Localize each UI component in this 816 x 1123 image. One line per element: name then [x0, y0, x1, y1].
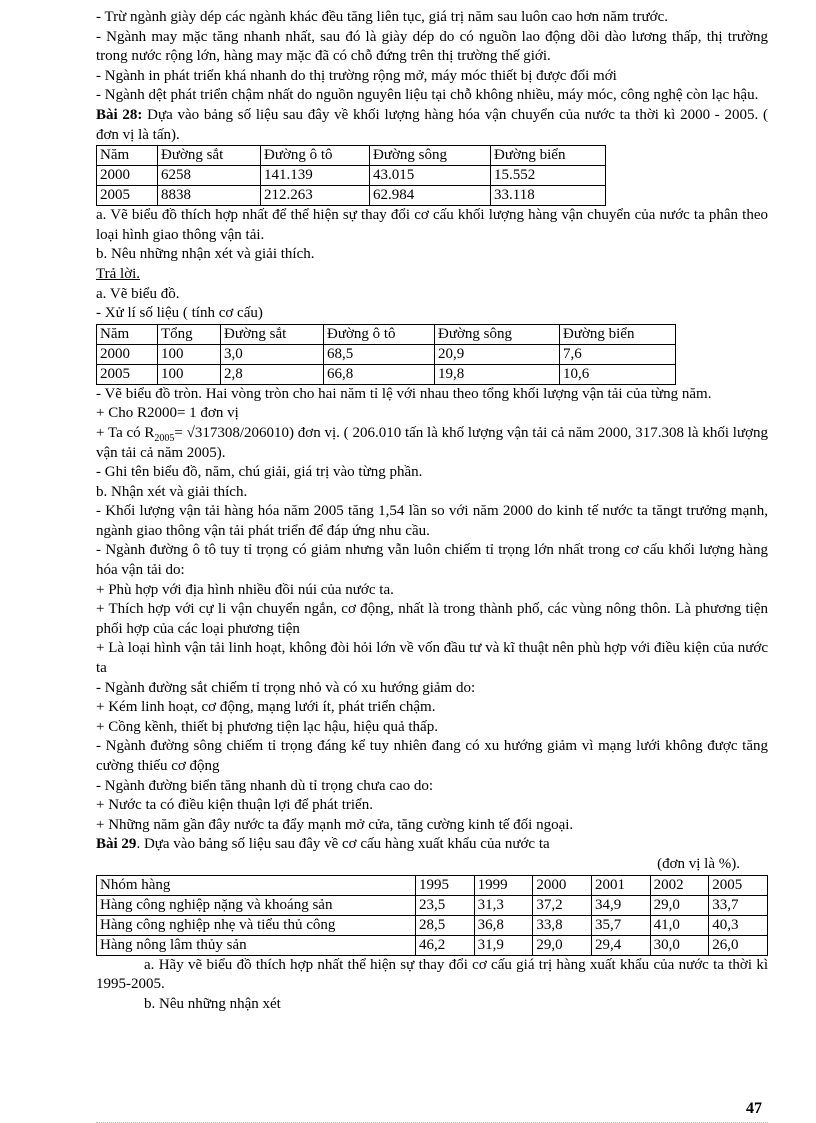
table-header-cell: Nhóm hàng: [97, 875, 416, 895]
table-cell: 2005: [97, 364, 158, 384]
table-cell: 2,8: [221, 364, 324, 384]
table-cell: 2000: [97, 344, 158, 364]
table-row: [97, 895, 768, 915]
table-cell: 7,6: [560, 344, 676, 364]
table-header-cell: 2001: [591, 875, 650, 895]
radius-prefix: + Ta có R: [96, 424, 155, 441]
paragraph: - Trừ ngành giày dép các ngành khác đều tăng liên tục, giá trị năm sau luôn cao hơn năm trước.: [96, 9, 668, 25]
table-cell: 10,6: [560, 364, 676, 384]
freight-volume-table: [96, 145, 606, 206]
table-row: [97, 935, 768, 955]
answer-line: + Nước ta có điều kiện thuận lợi để phát triển.: [96, 797, 373, 814]
table-cell: 31,9: [474, 935, 533, 955]
exercise-29-task-b: b. Nêu những nhận xét: [144, 995, 281, 1012]
table-row: [97, 186, 606, 206]
table-cell: 37,2: [533, 895, 592, 915]
table-header-cell: Năm: [97, 146, 158, 166]
table-cell: 46,2: [416, 935, 475, 955]
answer-line: - Ngành đường sông chiếm tỉ trọng đáng kể tuy nhiên đang có xu hướng giảm vì mạng lưới không được tăng cường thiếu cơ động: [96, 738, 768, 774]
table-cell: 35,7: [591, 915, 650, 935]
table-cell: 2000: [97, 166, 158, 186]
table-header-cell: Đường sông: [435, 324, 560, 344]
table-cell: 62.984: [370, 186, 491, 206]
table-header-cell: Đường ô tô: [324, 324, 435, 344]
table-cell: Hàng nông lâm thủy sản: [97, 935, 416, 955]
answer-line: + Thích hợp với cự li vận chuyển ngắn, cơ động, nhất là trong thành phố, các vùng nông thôn. Là phương tiện phối hợp của các loại phương tiện: [96, 601, 768, 637]
answer-line: b. Nhận xét và giải thích.: [96, 483, 248, 500]
table-row: [97, 915, 768, 935]
table-cell: 20,9: [435, 344, 560, 364]
table-cell: 19,8: [435, 364, 560, 384]
table-cell: 36,8: [474, 915, 533, 935]
table-header-cell: Đường ô tô: [261, 146, 370, 166]
answer-line: + Phù hợp với địa hình nhiều đồi núi của nước ta.: [96, 581, 394, 598]
table-header-cell: Đường sắt: [221, 324, 324, 344]
table-cell: Hàng công nghiệp nhẹ và tiểu thủ công: [97, 915, 416, 935]
answer-line: - Khối lượng vận tải hàng hóa năm 2005 tăng 1,54 lần so với năm 2000 do kinh tế nước ta tăngt trưởng mạnh, ngành giao thông vận tải phát triển để đáp ứng nhu cầu.: [96, 503, 768, 539]
table-header-row: [97, 146, 606, 166]
table-cell: 100: [158, 344, 221, 364]
table-cell: 30,0: [650, 935, 709, 955]
table-cell: 33.118: [491, 186, 606, 206]
exercise-28-label: Bài 28:: [96, 106, 143, 123]
table-cell: 43.015: [370, 166, 491, 186]
table-cell: 3,0: [221, 344, 324, 364]
table-header-cell: 2000: [533, 875, 592, 895]
table-cell: 6258: [158, 166, 261, 186]
table-header-cell: Năm: [97, 324, 158, 344]
table-header-cell: Đường sắt: [158, 146, 261, 166]
task-b: b. Nêu những nhận xét và giải thích.: [96, 246, 315, 263]
table-cell: 15.552: [491, 166, 606, 186]
answer-label: Trả lời.: [96, 265, 141, 282]
table-header-cell: Đường biển: [560, 324, 676, 344]
answer-line: + Là loại hình vận tải linh hoạt, không đòi hỏi lớn về vốn đầu tư và kĩ thuật nên phù hợp với điều kiện của nước ta: [96, 640, 768, 677]
answer-line: - Ngành đường sắt chiếm tỉ trọng nhỏ và có xu hướng giảm do:: [96, 679, 476, 696]
radius-2000: + Cho R2000= 1 đơn vị: [96, 405, 239, 422]
table-header-cell: 1995: [416, 875, 475, 895]
table-cell: 26,0: [709, 935, 768, 955]
table-cell: 2005: [97, 186, 158, 206]
table-header-cell: Đường biển: [491, 146, 606, 166]
page-number: 47: [746, 1100, 762, 1117]
paragraph: - Ngành may mặc tăng nhanh nhất, sau đó là giày dép do có nguồn lao động dồi dào lương thấp, thị trường trong nước rộng lớn, hàng may mặc đã có chỗ đứng trên thị trường thế giới.: [96, 28, 768, 65]
answer-line: - Ghi tên biểu đồ, năm, chú giải, giá trị vào từng phần.: [96, 464, 423, 481]
table-row: [97, 166, 606, 186]
table-cell: 34,9: [591, 895, 650, 915]
table-cell: 212.263: [261, 186, 370, 206]
paragraph: - Ngành dệt phát triển chậm nhất do nguồn nguyên liệu tại chỗ không nhiều, máy móc, công nghệ còn lạc hậu.: [96, 87, 759, 104]
structure-table: [96, 324, 676, 385]
table-header-row: [97, 324, 676, 344]
table-cell: 68,5: [324, 344, 435, 364]
task-a: a. Vẽ biểu đồ thích hợp nhất để thể hiện sự thay đổi cơ cấu khối lượng hàng vận chuyển của nước ta phân theo loại hình giao thông vận tải.: [96, 207, 768, 243]
table-header-cell: 1999: [474, 875, 533, 895]
table-cell: 33,8: [533, 915, 592, 935]
table-header-cell: 2005: [709, 875, 768, 895]
table-cell: 29,4: [591, 935, 650, 955]
pie-chart-note: - Vẽ biểu đồ tròn. Hai vòng tròn cho hai năm tỉ lệ với nhau theo tổng khối lượng vận tải của từng năm.: [96, 385, 712, 402]
radius-formula: = √317308/206010) đơn vị. ( 206.010 tấn là khố lượng vận tải cả năm 2000, 317.308 là khối lượng vận tải cả năm 2005).: [96, 424, 769, 461]
exercise-29-prompt: [96, 835, 768, 855]
table-cell: 29,0: [650, 895, 709, 915]
table-cell: 31,3: [474, 895, 533, 915]
table-cell: 28,5: [416, 915, 475, 935]
document-page: [96, 8, 768, 1014]
table-row: [97, 364, 676, 384]
table-cell: 33,7: [709, 895, 768, 915]
radius-2005: [96, 424, 768, 463]
table-cell: 40,3: [709, 915, 768, 935]
exercise-29-text: . Dựa vào bảng số liệu sau đây về cơ cấu hàng xuất khẩu của nước ta: [136, 836, 550, 853]
answer-line: - Ngành đường biển tăng nhanh dù tỉ trọng chưa cao do:: [96, 777, 434, 794]
table-cell: 8838: [158, 186, 261, 206]
answer-line: + Cồng kềnh, thiết bị phương tiện lạc hậu, hiệu quả thấp.: [96, 718, 438, 735]
table-cell: 141.139: [261, 166, 370, 186]
exercise-28-text: Dựa vào bảng số liệu sau đây về khối lượng hàng hóa vận chuyển của nước ta thời kì 2000 - 2005. ( đơn vị là tấn).: [96, 106, 769, 143]
table-cell: 100: [158, 364, 221, 384]
export-structure-table: [96, 875, 768, 956]
table-cell: 41,0: [650, 915, 709, 935]
answer-a: a. Vẽ biểu đồ.: [96, 285, 180, 302]
table-header-cell: 2002: [650, 875, 709, 895]
table-cell: 66,8: [324, 364, 435, 384]
answer-line: + Những năm gần đây nước ta đẩy mạnh mở cửa, tăng cường kinh tế đối ngoại.: [96, 816, 574, 833]
paragraph: - Ngành in phát triển khá nhanh do thị trường rộng mở, máy móc thiết bị được đổi mới: [96, 67, 617, 84]
table-header-cell: Đường sông: [370, 146, 491, 166]
table-cell: 29,0: [533, 935, 592, 955]
table-header-row: [97, 875, 768, 895]
process-label: - Xử lí số liệu ( tính cơ cấu): [96, 305, 263, 322]
answer-line: + Kém linh hoạt, cơ động, mạng lưới ít, phát triển chậm.: [96, 699, 436, 716]
table-cell: Hàng công nghiệp nặng và khoáng sản: [97, 895, 416, 915]
answer-line: - Ngành đường ô tô tuy tỉ trọng có giảm nhưng vẫn luôn chiếm tỉ trọng lớn nhất trong cơ cấu khối lượng hàng hóa vận tải do:: [96, 542, 768, 579]
unit-note: (đơn vị là %).: [657, 855, 740, 872]
table-cell: 23,5: [416, 895, 475, 915]
radius-subscript: 2005: [154, 432, 175, 444]
table-row: [97, 344, 676, 364]
exercise-29-label: Bài 29: [96, 836, 137, 853]
table-header-cell: Tổng: [158, 324, 221, 344]
exercise-29-task-a: a. Hãy vẽ biểu đồ thích hợp nhất thể hiện sự thay đổi cơ cấu giá trị hàng xuất khẩu của nước ta thời kì 1995-2005.: [96, 956, 768, 993]
exercise-28-prompt: [96, 106, 768, 145]
